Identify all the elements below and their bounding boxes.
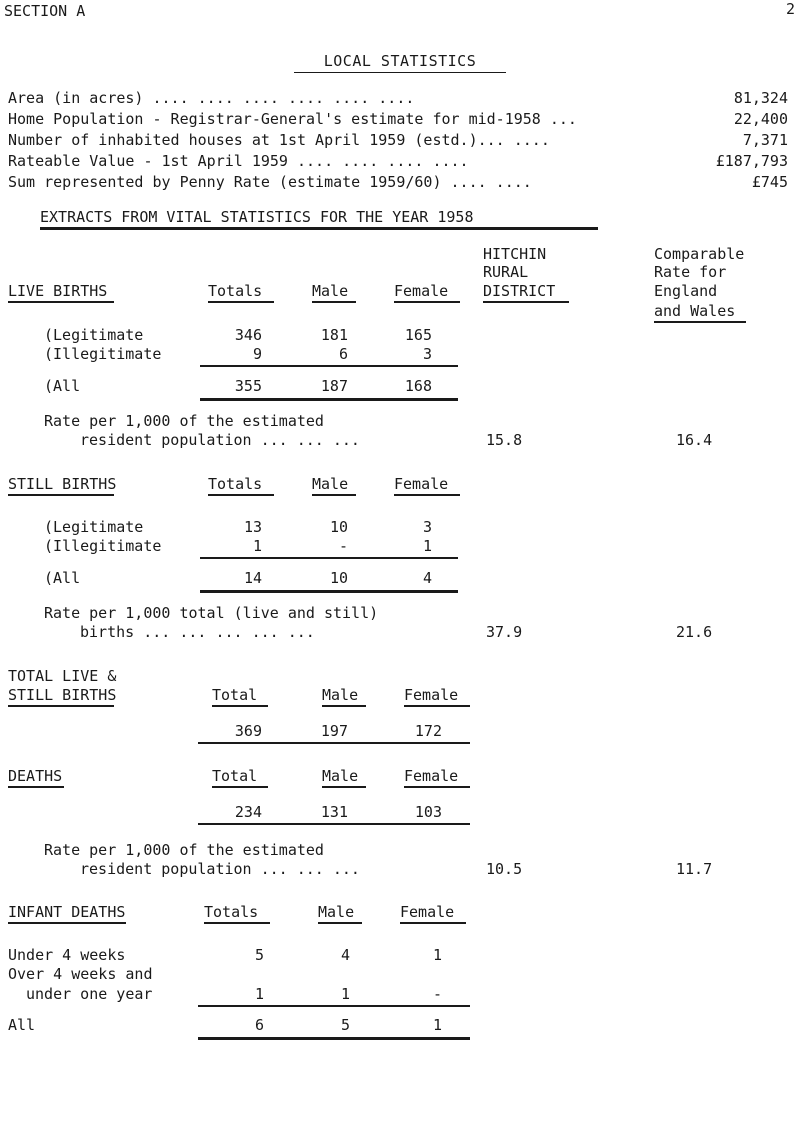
district-heading-line2: RURAL bbox=[483, 263, 529, 281]
infant-under-4-weeks-total: 5 bbox=[254, 946, 264, 964]
total-live-still-female: 172 bbox=[414, 722, 442, 740]
still-all-female: 4 bbox=[422, 569, 432, 587]
live-all-total: 355 bbox=[234, 377, 262, 395]
still-row-label-all: (All bbox=[44, 569, 81, 587]
still-rate-comparable: 21.6 bbox=[676, 623, 713, 641]
still-rate-text-line1: Rate per 1,000 total (live and still) bbox=[44, 604, 379, 622]
infant-row-label-all: All bbox=[8, 1016, 36, 1034]
stat-label-area: Area (in acres) .... .... .... .... .... .... bbox=[8, 89, 415, 107]
live-col-male: Male bbox=[312, 282, 349, 300]
still-illegitimate-female: 1 bbox=[422, 537, 432, 555]
still-illegitimate-total: 1 bbox=[252, 537, 262, 555]
deaths-rate-text-line2: resident population ... ... ... bbox=[80, 860, 360, 878]
still-illegitimate-male: - bbox=[338, 537, 348, 555]
stat-value-rateable: £187,793 bbox=[715, 152, 788, 170]
deaths-total: 234 bbox=[234, 803, 262, 821]
live-all-female: 168 bbox=[404, 377, 432, 395]
deaths-rate-text-line1: Rate per 1,000 of the estimated bbox=[44, 841, 324, 859]
live-legitimate-total: 346 bbox=[234, 326, 262, 344]
infant-col-female: Female bbox=[400, 903, 455, 921]
stat-value-area: 81,324 bbox=[733, 89, 788, 107]
infant-row-label-over-4-weeks: Over 4 weeks and bbox=[8, 965, 153, 983]
district-heading-line3: DISTRICT bbox=[483, 282, 556, 300]
total-col-female: Female bbox=[404, 686, 459, 704]
deaths-col-total: Total bbox=[212, 767, 258, 785]
live-row-label-illegitimate: (Illegitimate bbox=[44, 345, 162, 363]
still-births-heading: STILL BIRTHS bbox=[8, 475, 117, 493]
page-title: LOCAL STATISTICS bbox=[323, 52, 477, 70]
total-col-total: Total bbox=[212, 686, 258, 704]
total-live-still-heading-line1: TOTAL LIVE & bbox=[8, 667, 117, 685]
deaths-rate-comparable: 11.7 bbox=[676, 860, 713, 878]
infant-row-label-under-one-year: under one year bbox=[26, 985, 153, 1003]
stat-label-rateable: Rateable Value - 1st April 1959 .... .... .... .... bbox=[8, 152, 469, 170]
deaths-heading: DEATHS bbox=[8, 767, 63, 785]
stat-value-population: 22,400 bbox=[733, 110, 788, 128]
extracts-heading: EXTRACTS FROM VITAL STATISTICS FOR THE YEAR 1958 bbox=[40, 208, 474, 226]
comparable-heading-line2: Rate for bbox=[654, 263, 727, 281]
section-label: SECTION A bbox=[4, 2, 86, 20]
infant-under-one-year-male: 1 bbox=[340, 985, 350, 1003]
comparable-heading-line3: England bbox=[654, 282, 718, 300]
infant-deaths-heading: INFANT DEATHS bbox=[8, 903, 126, 921]
live-rate-text-line1: Rate per 1,000 of the estimated bbox=[44, 412, 324, 430]
infant-under-one-year-total: 1 bbox=[254, 985, 264, 1003]
live-col-female: Female bbox=[394, 282, 449, 300]
total-live-still-male: 197 bbox=[320, 722, 348, 740]
live-row-label-legitimate: (Legitimate bbox=[44, 326, 144, 344]
infant-row-label-under-4-weeks: Under 4 weeks bbox=[8, 946, 126, 964]
infant-col-totals: Totals bbox=[204, 903, 259, 921]
deaths-col-male: Male bbox=[322, 767, 359, 785]
still-col-totals: Totals bbox=[208, 475, 263, 493]
district-heading-line1: HITCHIN bbox=[483, 245, 547, 263]
still-row-label-illegitimate: (Illegitimate bbox=[44, 537, 162, 555]
still-row-label-legitimate: (Legitimate bbox=[44, 518, 144, 536]
comparable-heading-line1: Comparable bbox=[654, 245, 745, 263]
still-legitimate-female: 3 bbox=[422, 518, 432, 536]
still-all-total: 14 bbox=[243, 569, 262, 587]
live-legitimate-female: 165 bbox=[404, 326, 432, 344]
live-rate-comparable: 16.4 bbox=[676, 431, 713, 449]
live-illegitimate-total: 9 bbox=[252, 345, 262, 363]
stat-value-houses: 7,371 bbox=[742, 131, 788, 149]
still-all-male: 10 bbox=[329, 569, 348, 587]
infant-all-total: 6 bbox=[254, 1016, 264, 1034]
infant-all-male: 5 bbox=[340, 1016, 350, 1034]
infant-under-one-year-female: - bbox=[432, 985, 442, 1003]
infant-all-female: 1 bbox=[432, 1016, 442, 1034]
deaths-male: 131 bbox=[320, 803, 348, 821]
stat-label-houses: Number of inhabited houses at 1st April 1959 (estd.)... .... bbox=[8, 131, 550, 149]
still-rate-text-line2: births ... ... ... ... ... bbox=[80, 623, 315, 641]
infant-under-4-weeks-female: 1 bbox=[432, 946, 442, 964]
still-rate-district: 37.9 bbox=[486, 623, 523, 641]
deaths-rate-district: 10.5 bbox=[486, 860, 523, 878]
live-row-label-all: (All bbox=[44, 377, 81, 395]
live-col-totals: Totals bbox=[208, 282, 263, 300]
deaths-female: 103 bbox=[414, 803, 442, 821]
comparable-heading-line4: and Wales bbox=[654, 302, 736, 320]
still-col-female: Female bbox=[394, 475, 449, 493]
stat-label-population: Home Population - Registrar-General's estimate for mid-1958 ... bbox=[8, 110, 577, 128]
live-rate-text-line2: resident population ... ... ... bbox=[80, 431, 360, 449]
total-col-male: Male bbox=[322, 686, 359, 704]
page-number: 2 bbox=[786, 0, 796, 18]
still-col-male: Male bbox=[312, 475, 349, 493]
still-legitimate-total: 13 bbox=[243, 518, 262, 536]
infant-col-male: Male bbox=[318, 903, 355, 921]
live-illegitimate-male: 6 bbox=[338, 345, 348, 363]
stat-label-penny-rate: Sum represented by Penny Rate (estimate 1959/60) .... .... bbox=[8, 173, 532, 191]
live-legitimate-male: 181 bbox=[320, 326, 348, 344]
total-live-still-total: 369 bbox=[234, 722, 262, 740]
live-births-heading: LIVE BIRTHS bbox=[8, 282, 108, 300]
stat-value-penny-rate: £745 bbox=[751, 173, 788, 191]
live-illegitimate-female: 3 bbox=[422, 345, 432, 363]
live-all-male: 187 bbox=[320, 377, 348, 395]
total-live-still-heading-line2: STILL BIRTHS bbox=[8, 686, 117, 704]
live-rate-district: 15.8 bbox=[486, 431, 523, 449]
deaths-col-female: Female bbox=[404, 767, 459, 785]
still-legitimate-male: 10 bbox=[329, 518, 348, 536]
infant-under-4-weeks-male: 4 bbox=[340, 946, 350, 964]
